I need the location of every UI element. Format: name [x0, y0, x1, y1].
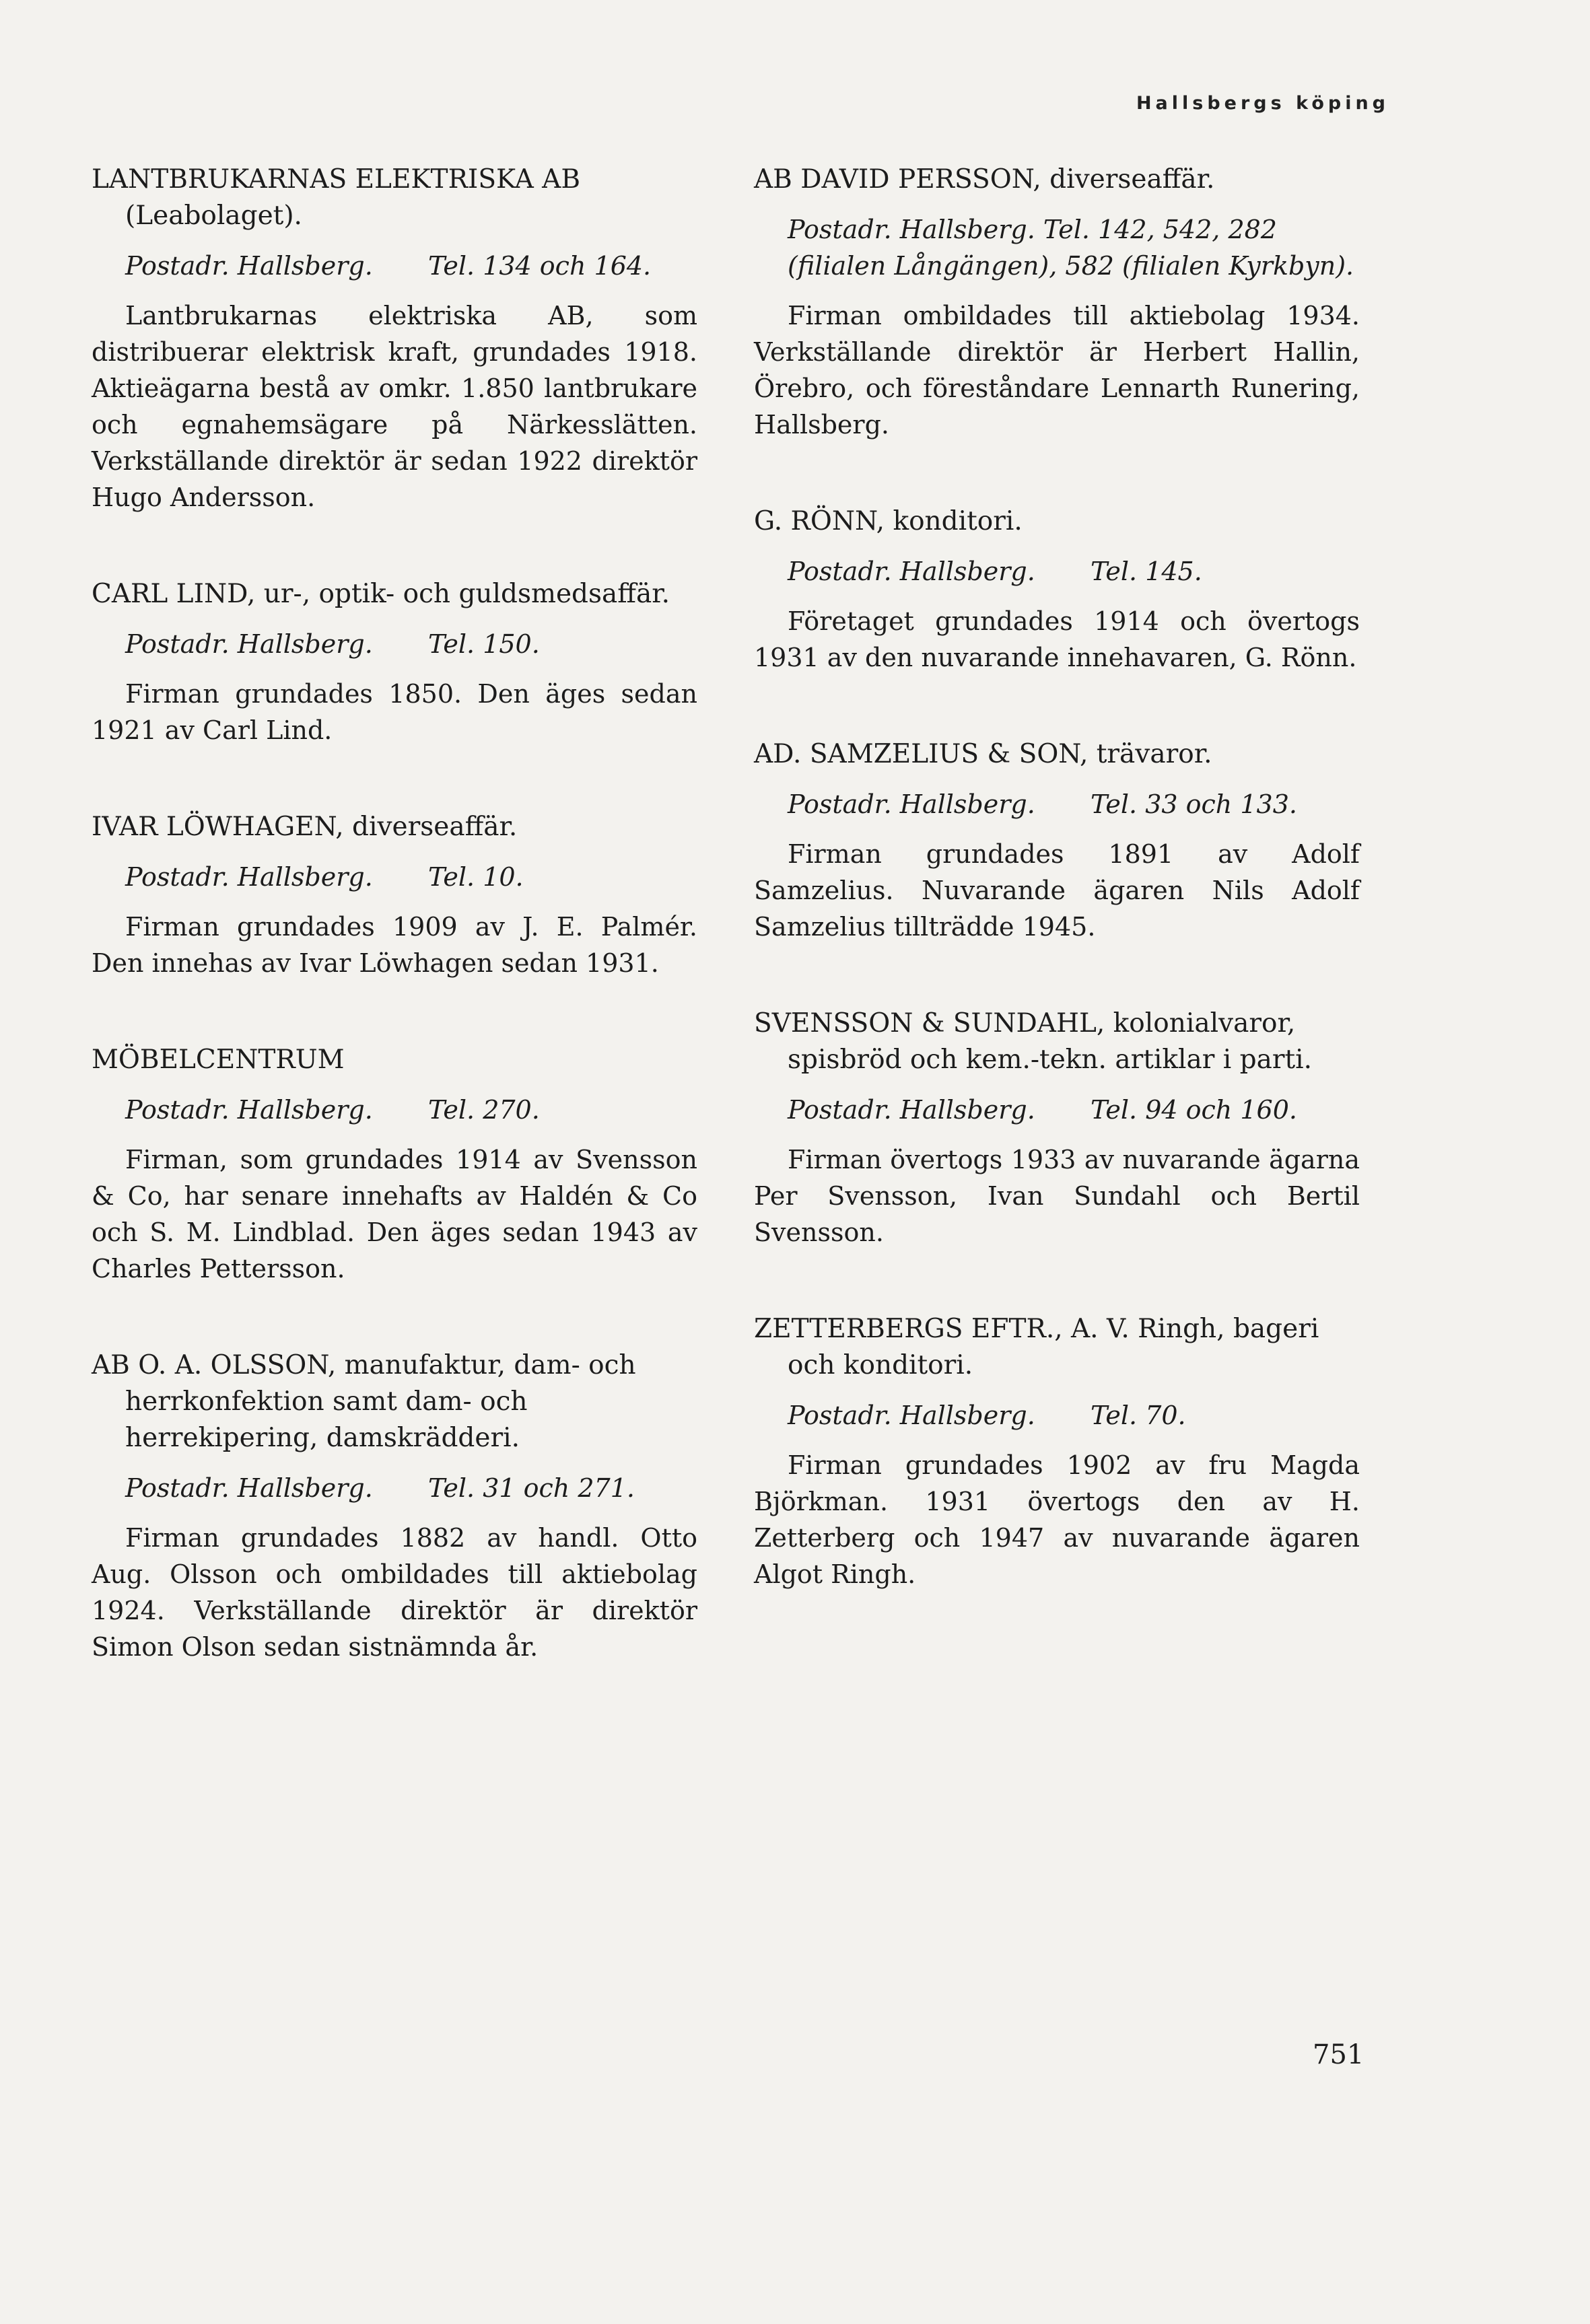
postal-address: Postadr. Hallsberg.: [125, 1095, 373, 1125]
company-title: IVAR LÖWHAGEN, diverseaffär.: [92, 812, 518, 842]
running-title: Hallsbergs köping: [1136, 93, 1389, 114]
company-entry: [92, 576, 697, 748]
company-title: G. RÖNN, konditori.: [754, 506, 1023, 536]
postal-address: Postadr. Hallsberg.: [125, 1473, 373, 1503]
company-description: Firman grundades 1882 av handl. Otto Aug. Olsson och ombildades till aktiebolag 1924. Verkställande direktör är direktör Simon Olson sedan sistnämnda år.: [92, 1523, 697, 1662]
contact-line: [788, 1397, 1360, 1434]
postal-address: Postadr. Hallsberg.: [125, 862, 373, 892]
contact-line: [125, 248, 697, 284]
postal-address: Postadr. Hallsberg. Tel. 142, 542, 282 (filialen Långängen), 582 (filialen Kyrkbyn).: [788, 215, 1354, 281]
company-description: Firman övertogs 1933 av nuvarande ägarna Per Svensson, Ivan Sundahl och Bertil Svensson.: [754, 1145, 1360, 1247]
company-title: AD. SAMZELIUS & SON, trävaror.: [754, 739, 1212, 769]
postal-address: Postadr. Hallsberg.: [788, 789, 1035, 819]
company-title: AB O. A. OLSSON, manufaktur, dam- och herrkonfektion samt dam- och herrekipering, damskrädderi.: [92, 1350, 636, 1453]
company-description: Firman grundades 1902 av fru Magda Björkman. 1931 övertogs den av H. Zetterberg och 1947 av nuvarande ägaren Algot Ringh.: [754, 1450, 1360, 1589]
company-title: AB DAVID PERSSON, diverseaffär.: [754, 164, 1215, 195]
company-title: ZETTERBERGS EFTR., A. V. Ringh, bageri och konditori.: [754, 1314, 1319, 1380]
telephone: Tel. 145.: [1091, 557, 1202, 586]
company-title: SVENSSON & SUNDAHL, kolonialvaror, spisbröd och kem.-tekn. artiklar i parti.: [754, 1008, 1313, 1075]
company-entry: [754, 162, 1360, 443]
company-title: LANTBRUKARNAS ELEKTRISKA AB (Leabolaget).: [92, 164, 580, 231]
telephone: Tel. 70.: [1091, 1401, 1186, 1430]
telephone: Tel. 10.: [428, 862, 524, 892]
postal-address: Postadr. Hallsberg.: [788, 557, 1035, 586]
contact-line: [788, 786, 1360, 822]
company-description: Lantbrukarnas elektriska AB, som distribuerar elektrisk kraft, grundades 1918. Aktieägarna bestå av omkr. 1.850 lantbrukare och egnahemsägare på Närkesslätten. Verkställande direktör är sedan 1922 direktör Hugo Andersson.: [92, 301, 697, 512]
postal-address: Postadr. Hallsberg.: [125, 629, 373, 659]
company-entry: [92, 809, 697, 981]
telephone: Tel. 134 och 164.: [428, 251, 652, 281]
telephone: Tel. 31 och 271.: [428, 1473, 635, 1503]
company-entry: [754, 1311, 1360, 1592]
postal-address: Postadr. Hallsberg.: [788, 1095, 1035, 1125]
contact-line: [125, 859, 697, 895]
contact-line: [125, 626, 697, 662]
contact-line: [125, 1470, 697, 1506]
company-entry: [92, 1042, 697, 1287]
company-entry: [754, 736, 1360, 945]
company-description: Firman grundades 1909 av J. E. Palmér. Den innehas av Ivar Löwhagen sedan 1931.: [92, 912, 697, 978]
company-description: Firman ombildades till aktiebolag 1934. Verkställande direktör är Herbert Hallin, Örebro, och föreståndare Lennarth Runering, Hallsberg.: [754, 301, 1360, 439]
company-description: Företaget grundades 1914 och övertogs 1931 av den nuvarande innehavaren, G. Rönn.: [754, 606, 1360, 672]
company-description: Firman grundades 1850. Den äges sedan 1921 av Carl Lind.: [92, 679, 697, 745]
company-entry: [92, 162, 697, 516]
telephone: Tel. 33 och 133.: [1091, 789, 1297, 819]
company-title: MÖBELCENTRUM: [92, 1045, 345, 1075]
contact-line: [788, 553, 1360, 590]
contact-line: [788, 1092, 1360, 1128]
postal-address: Postadr. Hallsberg.: [788, 1401, 1035, 1430]
telephone: Tel. 94 och 160.: [1091, 1095, 1297, 1125]
page-number: 751: [1313, 2039, 1364, 2070]
contact-line: [788, 211, 1360, 284]
telephone: Tel. 150.: [428, 629, 540, 659]
company-description: Firman grundades 1891 av Adolf Samzelius. Nuvarande ägaren Nils Adolf Samzelius tillträdde 1945.: [754, 839, 1360, 942]
contact-line: [125, 1092, 697, 1128]
right-column: [754, 162, 1360, 1653]
company-description: Firman, som grundades 1914 av Svensson & Co, har senare innehafts av Haldén & Co och S. M. Lindblad. Den äges sedan 1943 av Charles Pettersson.: [92, 1145, 697, 1283]
company-entry: [754, 503, 1360, 676]
company-entry: [92, 1347, 697, 1665]
postal-address: Postadr. Hallsberg.: [125, 251, 373, 281]
telephone: Tel. 270.: [428, 1095, 540, 1125]
company-title: CARL LIND, ur-, optik- och guldsmedsaffär.: [92, 579, 670, 609]
left-column: [92, 162, 697, 1726]
company-entry: [754, 1006, 1360, 1251]
